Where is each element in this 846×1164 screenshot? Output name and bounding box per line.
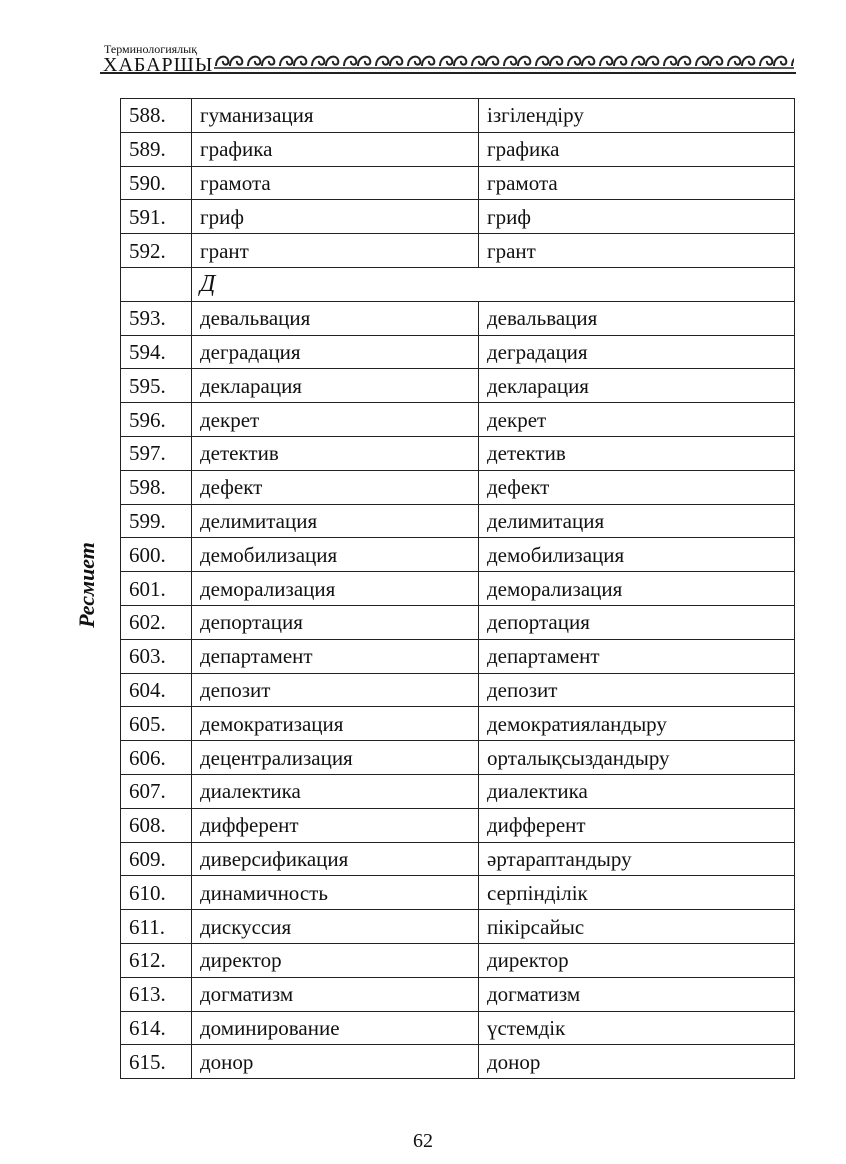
term-russian: грант xyxy=(192,234,479,268)
term-number: 609. xyxy=(121,842,192,876)
term-number: 610. xyxy=(121,876,192,910)
term-russian: грамота xyxy=(192,166,479,200)
term-russian: динамичность xyxy=(192,876,479,910)
terms-rows-after xyxy=(121,301,795,1078)
term-russian: демократизация xyxy=(192,707,479,741)
term-kazakh: департамент xyxy=(479,639,795,673)
term-russian: депозит xyxy=(192,673,479,707)
term-kazakh: депортация xyxy=(479,605,795,639)
term-number: 607. xyxy=(121,774,192,808)
term-number: 606. xyxy=(121,741,192,775)
term-kazakh: депозит xyxy=(479,673,795,707)
term-russian: директор xyxy=(192,943,479,977)
term-russian: деградация xyxy=(192,335,479,369)
term-number: 596. xyxy=(121,403,192,437)
term-russian: догматизм xyxy=(192,977,479,1011)
term-number: 615. xyxy=(121,1045,192,1079)
term-kazakh: девальвация xyxy=(479,301,795,335)
term-number: 600. xyxy=(121,538,192,572)
term-kazakh: декларация xyxy=(479,369,795,403)
page-number: 62 xyxy=(413,1130,433,1152)
table-row xyxy=(121,707,795,741)
term-russian: департамент xyxy=(192,639,479,673)
term-russian: гриф xyxy=(192,200,479,234)
table-row xyxy=(121,842,795,876)
term-kazakh: ізгілендіру xyxy=(479,99,795,133)
term-russian: декрет xyxy=(192,403,479,437)
table-row xyxy=(121,1011,795,1045)
table-row xyxy=(121,639,795,673)
term-number: 614. xyxy=(121,1011,192,1045)
section-empty-cell xyxy=(121,267,192,301)
table-row xyxy=(121,977,795,1011)
term-kazakh: дифферент xyxy=(479,808,795,842)
table-row xyxy=(121,943,795,977)
term-number: 611. xyxy=(121,910,192,944)
section-letter: Д xyxy=(192,267,795,301)
terms-rows-before xyxy=(121,99,795,268)
term-number: 590. xyxy=(121,166,192,200)
header-rule xyxy=(100,72,796,74)
table-row xyxy=(121,369,795,403)
term-number: 602. xyxy=(121,605,192,639)
table-row xyxy=(121,741,795,775)
term-russian: доминирование xyxy=(192,1011,479,1045)
table-row xyxy=(121,605,795,639)
table-row xyxy=(121,403,795,437)
term-russian: демобилизация xyxy=(192,538,479,572)
table-row xyxy=(121,572,795,606)
table-row xyxy=(121,132,795,166)
table-row xyxy=(121,876,795,910)
term-russian: дискуссия xyxy=(192,910,479,944)
term-kazakh: деградация xyxy=(479,335,795,369)
term-number: 598. xyxy=(121,470,192,504)
term-russian: децентрализация xyxy=(192,741,479,775)
term-kazakh: грамота xyxy=(479,166,795,200)
term-russian: гуманизация xyxy=(192,99,479,133)
term-kazakh: догматизм xyxy=(479,977,795,1011)
term-number: 588. xyxy=(121,99,192,133)
term-kazakh: грант xyxy=(479,234,795,268)
term-russian: депортация xyxy=(192,605,479,639)
table-row xyxy=(121,470,795,504)
term-kazakh: донор xyxy=(479,1045,795,1079)
term-kazakh: диалектика xyxy=(479,774,795,808)
table-row xyxy=(121,910,795,944)
term-number: 595. xyxy=(121,369,192,403)
term-number: 592. xyxy=(121,234,192,268)
term-russian: донор xyxy=(192,1045,479,1079)
term-russian: девальвация xyxy=(192,301,479,335)
term-kazakh: делимитация xyxy=(479,504,795,538)
table-row xyxy=(121,538,795,572)
term-number: 603. xyxy=(121,639,192,673)
table-row xyxy=(121,673,795,707)
term-kazakh: детектив xyxy=(479,436,795,470)
term-number: 597. xyxy=(121,436,192,470)
term-russian: декларация xyxy=(192,369,479,403)
terms-table xyxy=(120,98,795,1079)
section-row xyxy=(121,267,795,301)
table-row xyxy=(121,234,795,268)
table-row xyxy=(121,504,795,538)
table-row xyxy=(121,200,795,234)
table-row xyxy=(121,166,795,200)
term-kazakh: демобилизация xyxy=(479,538,795,572)
term-kazakh: дефект xyxy=(479,470,795,504)
term-number: 599. xyxy=(121,504,192,538)
table-row xyxy=(121,808,795,842)
term-kazakh: әртараптандыру xyxy=(479,842,795,876)
term-number: 608. xyxy=(121,808,192,842)
table-row xyxy=(121,335,795,369)
term-kazakh: графика xyxy=(479,132,795,166)
table-row xyxy=(121,301,795,335)
term-kazakh: серпінділік xyxy=(479,876,795,910)
term-russian: диверсификация xyxy=(192,842,479,876)
table-row xyxy=(121,774,795,808)
term-russian: дефект xyxy=(192,470,479,504)
term-kazakh: орталықсыздандыру xyxy=(479,741,795,775)
term-number: 589. xyxy=(121,132,192,166)
term-number: 605. xyxy=(121,707,192,741)
term-number: 612. xyxy=(121,943,192,977)
term-number: 593. xyxy=(121,301,192,335)
term-russian: делимитация xyxy=(192,504,479,538)
term-kazakh: гриф xyxy=(479,200,795,234)
term-number: 613. xyxy=(121,977,192,1011)
term-number: 591. xyxy=(121,200,192,234)
term-russian: графика xyxy=(192,132,479,166)
term-kazakh: директор xyxy=(479,943,795,977)
term-kazakh: деморализация xyxy=(479,572,795,606)
term-number: 594. xyxy=(121,335,192,369)
journal-header xyxy=(100,42,796,78)
side-section-label xyxy=(72,510,102,660)
term-kazakh: үстемдік xyxy=(479,1011,795,1045)
table-row xyxy=(121,436,795,470)
table-row xyxy=(121,99,795,133)
term-russian: деморализация xyxy=(192,572,479,606)
term-number: 601. xyxy=(121,572,192,606)
journal-title-big: ХАБАРШЫ xyxy=(103,54,214,76)
side-label-text: Ресмиет xyxy=(74,542,99,628)
term-russian: детектив xyxy=(192,436,479,470)
ornament-border-icon xyxy=(214,50,794,70)
term-kazakh: декрет xyxy=(479,403,795,437)
term-kazakh: демократияландыру xyxy=(479,707,795,741)
term-kazakh: пікірсайыс xyxy=(479,910,795,944)
journal-title-small: Терминологиялық xyxy=(104,42,198,56)
term-russian: дифферент xyxy=(192,808,479,842)
term-russian: диалектика xyxy=(192,774,479,808)
table-row xyxy=(121,1045,795,1079)
term-number: 604. xyxy=(121,673,192,707)
